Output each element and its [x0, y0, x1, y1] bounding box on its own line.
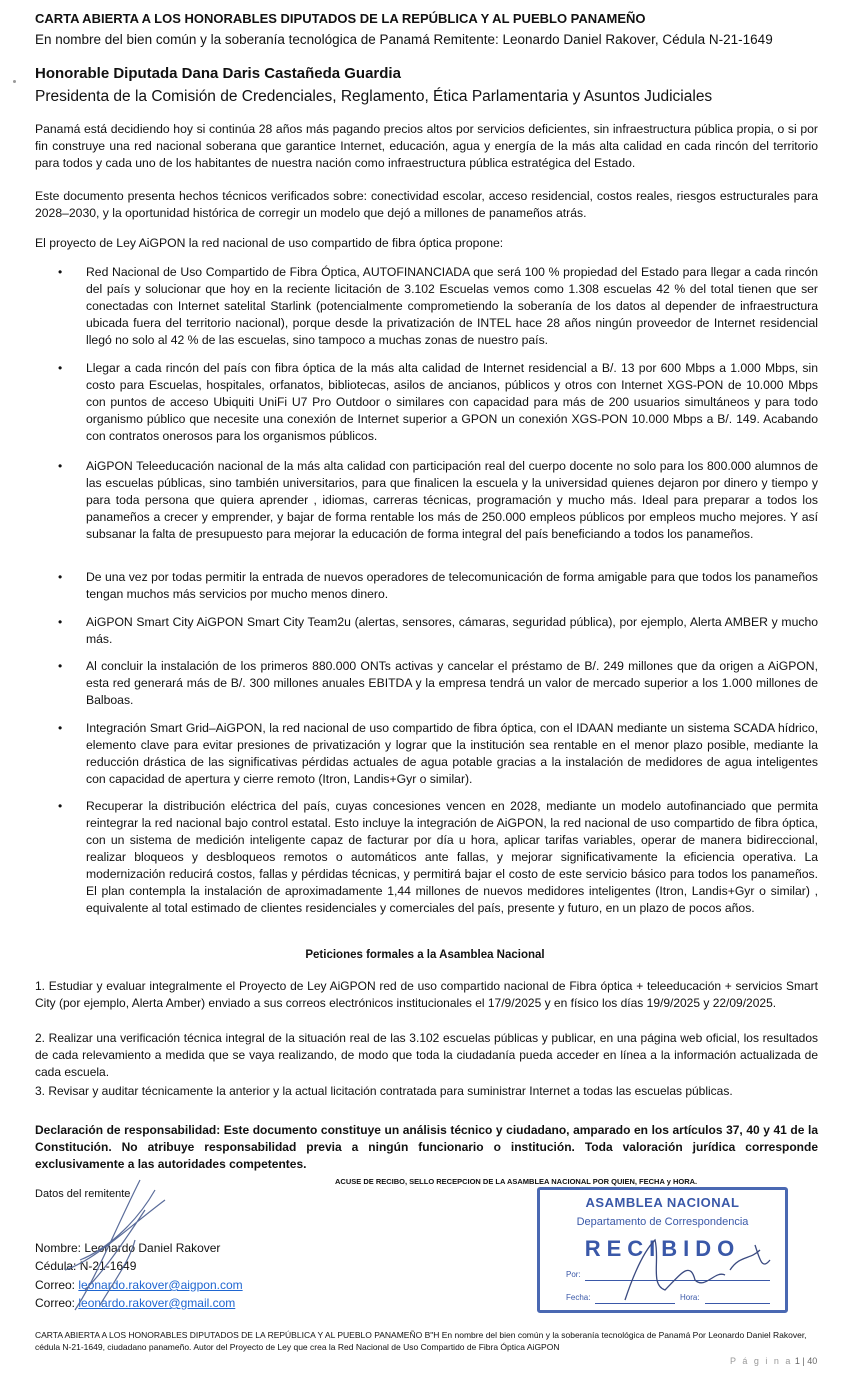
email-label: Correo: [35, 1296, 79, 1310]
recipient-role: Presidenta de la Comisión de Credenciales, Reglamento, Ética Parlamentaria y Asuntos Judiciales [35, 88, 713, 105]
stamp-handwritten-signature [610, 1230, 780, 1310]
bullet-item-3: AiGPON Teleeducación nacional de la más alta calidad con participación real del cuerpo docente no solo para los 800.000 alumnos de las escuelas públicas, sino también universitarios, para que finalicen la escuela y la universidad quienes dejaron por dinero y tiempo y para toda persona que quiera aprender , idiomas, carreras técnicas, programación y mucho más. Ideal para preparar a todos los panameños a crecer y emprender, y bajar de forma rentable los más de 250.000 empleos públicos por empleos mucho mejores. Y así subsanar la falta de presupuesto para mejorar la educación de forma integral del país beneficiando a todos los panameños. [86, 459, 818, 541]
email-label: Correo: [35, 1278, 79, 1292]
intro-paragraph-1: Panamá está decidiendo hoy si continúa 28 años más pagando precios altos por servicios deficientes, sin infraestructura pública propia, o si por fin construye una red nacional soberana que garantice Internet, educación, agua y energía de la más alta calidad en cada rincón del territorio para todos y cada uno de los habitantes de nuestra nación como infraestructura pública estratégica del Estado. [35, 122, 818, 170]
stamp-fecha-label: Fecha: [566, 1293, 591, 1302]
margin-dot [13, 80, 16, 83]
recipient-name: Honorable Diputada Dana Daris Castañeda Guardia [35, 65, 401, 82]
bullet-item-5: AiGPON Smart City AiGPON Smart City Team2u (alertas, sensores, cámaras, seguridad pública), por ejemplo, Alerta AMBER y mucho más. [86, 615, 818, 646]
handwritten-signature [55, 1170, 175, 1320]
bullet-icon: • [58, 459, 63, 473]
bullet-icon: • [58, 615, 63, 629]
email-link-gmail[interactable]: leonardo.rakover@gmail.com [78, 1296, 236, 1310]
email-link-aigpon[interactable]: leonardo.rakover@aigpon.com [78, 1278, 243, 1292]
bullet-icon: • [58, 570, 63, 584]
bullet-item-6: Al concluir la instalación de los primeros 880.000 ONTs activas y cancelar el préstamo de B/. 249 millones que da origen a AiGPON, esta red generará más de B/. 300 millones anuales EBITDA y la empresa tendrá un valor de mercado superior a los 1.000 millones de Balboas. [86, 659, 818, 707]
bullet-item-8: Recuperar la distribución eléctrica del país, cuyas concesiones vencen en 2028, mediante un modelo autofinanciado que permita reintegrar la red nacional bajo control estatal. Esto incluye la integración de AiGPON, la red nacional de uso compartido de fibra óptica, con un sistema de medición inteligente capaz de facturar por día u hora, aplicar tarifas variables, operar de manera bidireccional, realizar bloqueos y desbloqueos remotos o automáticos ante fallas, y mejorar significativamente la eficiencia operativa. La modernización reducirá costos, fallas y pérdidas técnicas, y permitirá bajar el costo de este servicio básico para todos los panameños. El plan contempla la instalación de aproximadamente 1,44 millones de nuevos medidores inteligentes (Itron, Landis+Gyr o similar) , equivalente al total estimado de clientes residenciales y comerciales del país, presente y futuro, en un plazo de pocos años. [86, 799, 818, 915]
stamp-hora-label: Hora: [680, 1293, 700, 1302]
stamp-department: Departamento de Correspondencia [576, 1216, 749, 1228]
sender-id: Cédula: N-21-1649 [35, 1259, 137, 1273]
bullet-icon: • [58, 265, 63, 279]
bullet-icon: • [58, 659, 63, 673]
stamp-por-label: Por: [566, 1270, 581, 1279]
letter-subtitle: En nombre del bien común y la soberanía tecnológica de Panamá Remitente: Leonardo Daniel Rakover, Cédula N-21-1649 [35, 32, 773, 47]
stamp-institution: ASAMBLEA NACIONAL [585, 1195, 740, 1210]
intro-paragraph-3: El proyecto de Ley AiGPON la red nacional de uso compartido de fibra óptica propone: [35, 236, 504, 250]
stamp-received: RECIBIDO [584, 1236, 741, 1261]
page-label: P á g i n a [730, 1356, 793, 1366]
bullet-icon: • [58, 799, 63, 813]
page-count: 1 | 40 [794, 1356, 818, 1366]
petition-item-1: 1. Estudiar y evaluar integralmente el Proyecto de Ley AiGPON red de uso compartido nacional de Fibra óptica + teleeducación + servicios Smart City (por ejemplo, Alerta Amber) enviado a sus correos electrónicos institucionales el 17/9/2025 y en físico los días 19/9/2025 y 22/09/2025. [35, 979, 818, 1010]
letter-title: CARTA ABIERTA A LOS HONORABLES DIPUTADOS DE LA REPÚBLICA Y AL PUEBLO PANAMEÑO [35, 11, 646, 26]
acknowledgment-note: ACUSE DE RECIBO, SELLO RECEPCION DE LA ASAMBLEA NACIONAL POR QUIEN, FECHA y HORA. [335, 1177, 698, 1186]
sender-name: Nombre: Leonardo Daniel Rakover [35, 1241, 221, 1255]
responsibility-declaration: Declaración de responsabilidad: Este documento constituye un análisis técnico y ciudadano, amparado en los artículos 37, 40 y 41 de la Constitución. No atribuye responsabilidad previa a ningún funcionario o institución. Toda valoración jurídica corresponde exclusivamente a las autoridades competentes. [35, 1123, 818, 1171]
bullet-item-7: Integración Smart Grid–AiGPON, la red nacional de uso compartido de fibra óptica, con el IDAAN mediante un sistema SCADA hídrico, elemento clave para evitar presiones de privatización y lograr que la institución sea rentable en el menor plazo posible, mediante la reducción drástica de las significativas pérdidas actuales de agua potable gracias a la instalación de medidores de agua inteligentes con capacidad de apertura y cierre remoto (Itron, Landis+Gyr o similar). [86, 721, 818, 786]
sender-heading: Datos del remitente [35, 1188, 131, 1200]
petition-item-2: 2. Realizar una verificación técnica integral de la situación real de las 3.102 escuelas públicas y publicar, en una página web oficial, los resultados de cada relevamiento a medida que se vaya realizando, de modo que toda la ciudadanía pueda acceder en línea a la información actualizada de cada escuela. [35, 1031, 818, 1079]
footer-text: CARTA ABIERTA A LOS HONORABLES DIPUTADOS DE LA REPÚBLICA Y AL PUEBLO PANAMEÑO B"H En nombre del bien común y la soberanía tecnológica de Panamá Por Leonardo Daniel Rakover, cédula N-21-1649, ciudadano panameño. Autor del Proyecto de Ley que crea la Red Nacional de Uso Compartido de Fibra Óptica AiGPON [35, 1330, 807, 1352]
petition-item-3: 3. Revisar y auditar técnicamente la anterior y la actual licitación contratada para suministrar Internet a todas las escuelas públicas. [35, 1084, 733, 1098]
bullet-icon: • [58, 361, 63, 375]
petitions-title: Peticiones formales a la Asamblea Nacional [305, 949, 545, 961]
bullet-item-1: Red Nacional de Uso Compartido de Fibra Óptica, AUTOFINANCIADA que será 100 % propiedad del Estado para llegar a cada rincón del país y solucionar que hoy en la reciente licitación de 3.102 Escuelas vemos como 1.308 escuelas 42 % del total tienen que ser conectadas con Internet satelital Starlink (potencialmente comprometiendo la soberanía de los datos al depender de infraestructura ubicada fuera del territorio nacional), porque desde la privatización de INTEL hace 28 años ningún proveedor de Internet residencial llegó no solo al 42 % de las escuelas, sino tampoco a muchas zonas de nuestro país. [86, 265, 818, 347]
bullet-item-2: Llegar a cada rincón del país con fibra óptica de la más alta calidad de Internet residencial a B/. 13 por 600 Mbps a 1.000 Mbps, sin costo para Escuelas, hospitales, orfanatos, bibliotecas, asilos de ancianos, públicos y otros con Internet XGS-PON de 10.000 Mbps con puntos de acceso Ubiquiti UniFi U7 Pro Outdoor o similares con capacidad para más de 200 usuarios simultáneos y para todo organismo público que necesite una conexión de Internet superior a GPON un conexión XGS-PON 10.000 Mbps a B/. 149. Acabando con contratos onerosos para los organismos públicos. [86, 361, 818, 443]
page-number [730, 1356, 817, 1366]
bullet-item-4: De una vez por todas permitir la entrada de nuevos operadores de telecomunicación de forma amigable para que todos los panameños tengan muchos más servicios por mucho menos dinero. [86, 570, 818, 601]
bullet-icon: • [58, 721, 63, 735]
intro-paragraph-2: Este documento presenta hechos técnicos verificados sobre: conectividad escolar, acceso residencial, costos reales, riesgos estructurales para 2028–2030, y la oportunidad histórica de corregir un modelo que dejó a millones de panameños atrás. [35, 189, 818, 220]
